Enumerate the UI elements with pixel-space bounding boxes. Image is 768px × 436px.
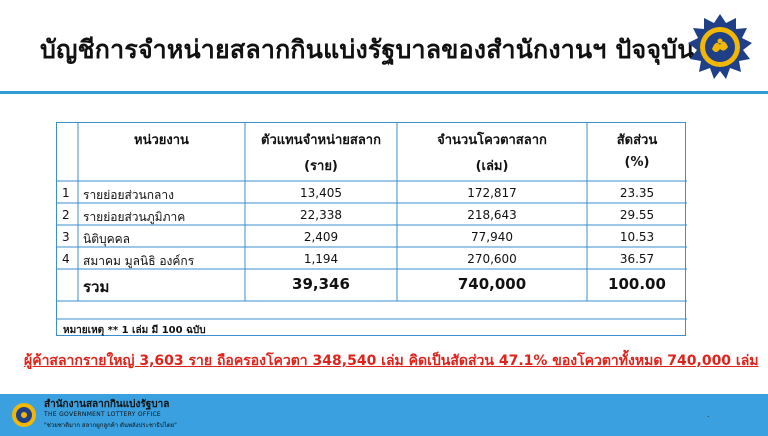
total-agents: 39,346 (292, 275, 350, 293)
row-unit: รายย่อยส่วนกลาง (83, 188, 174, 202)
row-quota: 77,940 (471, 230, 513, 244)
total-quota: 740,000 (457, 275, 527, 293)
row-quota: 270,600 (467, 252, 517, 266)
lottery-office-emblem-icon (686, 13, 754, 81)
footer-emblem-icon (11, 402, 37, 428)
footer-dot: . (707, 410, 710, 419)
footer-org-name-th: สำนักงานสลากกินแบ่งรัฐบาล (44, 399, 170, 410)
page-title: บัญชีการจำหน่ายสลากกินแบ่งรัฐบาลของสำนักงานฯ ปัจจุบัน (40, 35, 695, 64)
row-share: 36.57 (619, 252, 655, 266)
title-divider (0, 91, 768, 94)
quota-table (56, 122, 686, 336)
row-unit: นิติบุคคล (83, 232, 131, 246)
header-share: สัดส่วน (616, 133, 658, 148)
row-number: 1 (62, 186, 70, 200)
header-quota: จำนวนโควตาสลาก (437, 133, 547, 148)
table-footnote: หมายเหตุ ** 1 เล่ม มี 100 ฉบับ (63, 325, 206, 336)
row-share: 10.53 (619, 230, 655, 244)
row-agents: 13,405 (300, 186, 342, 200)
header-agents: ตัวแทนจำหน่ายสลาก (261, 133, 381, 148)
row-quota: 172,817 (467, 186, 517, 200)
row-unit: รายย่อยส่วนภูมิภาค (83, 210, 186, 224)
row-quota: 218,643 (467, 208, 517, 222)
row-agents: 22,338 (300, 208, 342, 222)
total-label: รวม (83, 278, 110, 296)
header-agents-unit: (ราย) (304, 159, 338, 174)
row-number: 2 (62, 208, 70, 222)
total-share: 100.00 (608, 275, 666, 293)
header-share-unit: (%) (624, 155, 650, 170)
row-share: 29.55 (619, 208, 655, 222)
footer-bar (0, 394, 768, 436)
header-quota-unit: (เล่ม) (475, 159, 509, 174)
row-agents: 2,409 (303, 230, 339, 244)
highlight-statement: ผู้ค้าสลากรายใหญ่ 3,603 ราย ถือครองโควตา 348,540 เล่ม คิดเป็นสัดส่วน 47.1% ของโควตาทั้งหมด 740,000 เล่ม (24, 353, 759, 369)
row-agents: 1,194 (303, 252, 339, 266)
row-unit: สมาคม มูลนิธิ องค์กร (83, 254, 195, 268)
row-share: 23.35 (619, 186, 655, 200)
footer-slogan: "ช่วยชาติมาก สลากผูกลูกค้า ดันพลังประชาธิปไตย" (44, 422, 177, 429)
row-number: 4 (62, 252, 70, 266)
row-number: 3 (62, 230, 70, 244)
header-unit: หน่วยงาน (134, 133, 189, 148)
footer-org-name-en: THE GOVERNMENT LOTTERY OFFICE (44, 411, 162, 418)
